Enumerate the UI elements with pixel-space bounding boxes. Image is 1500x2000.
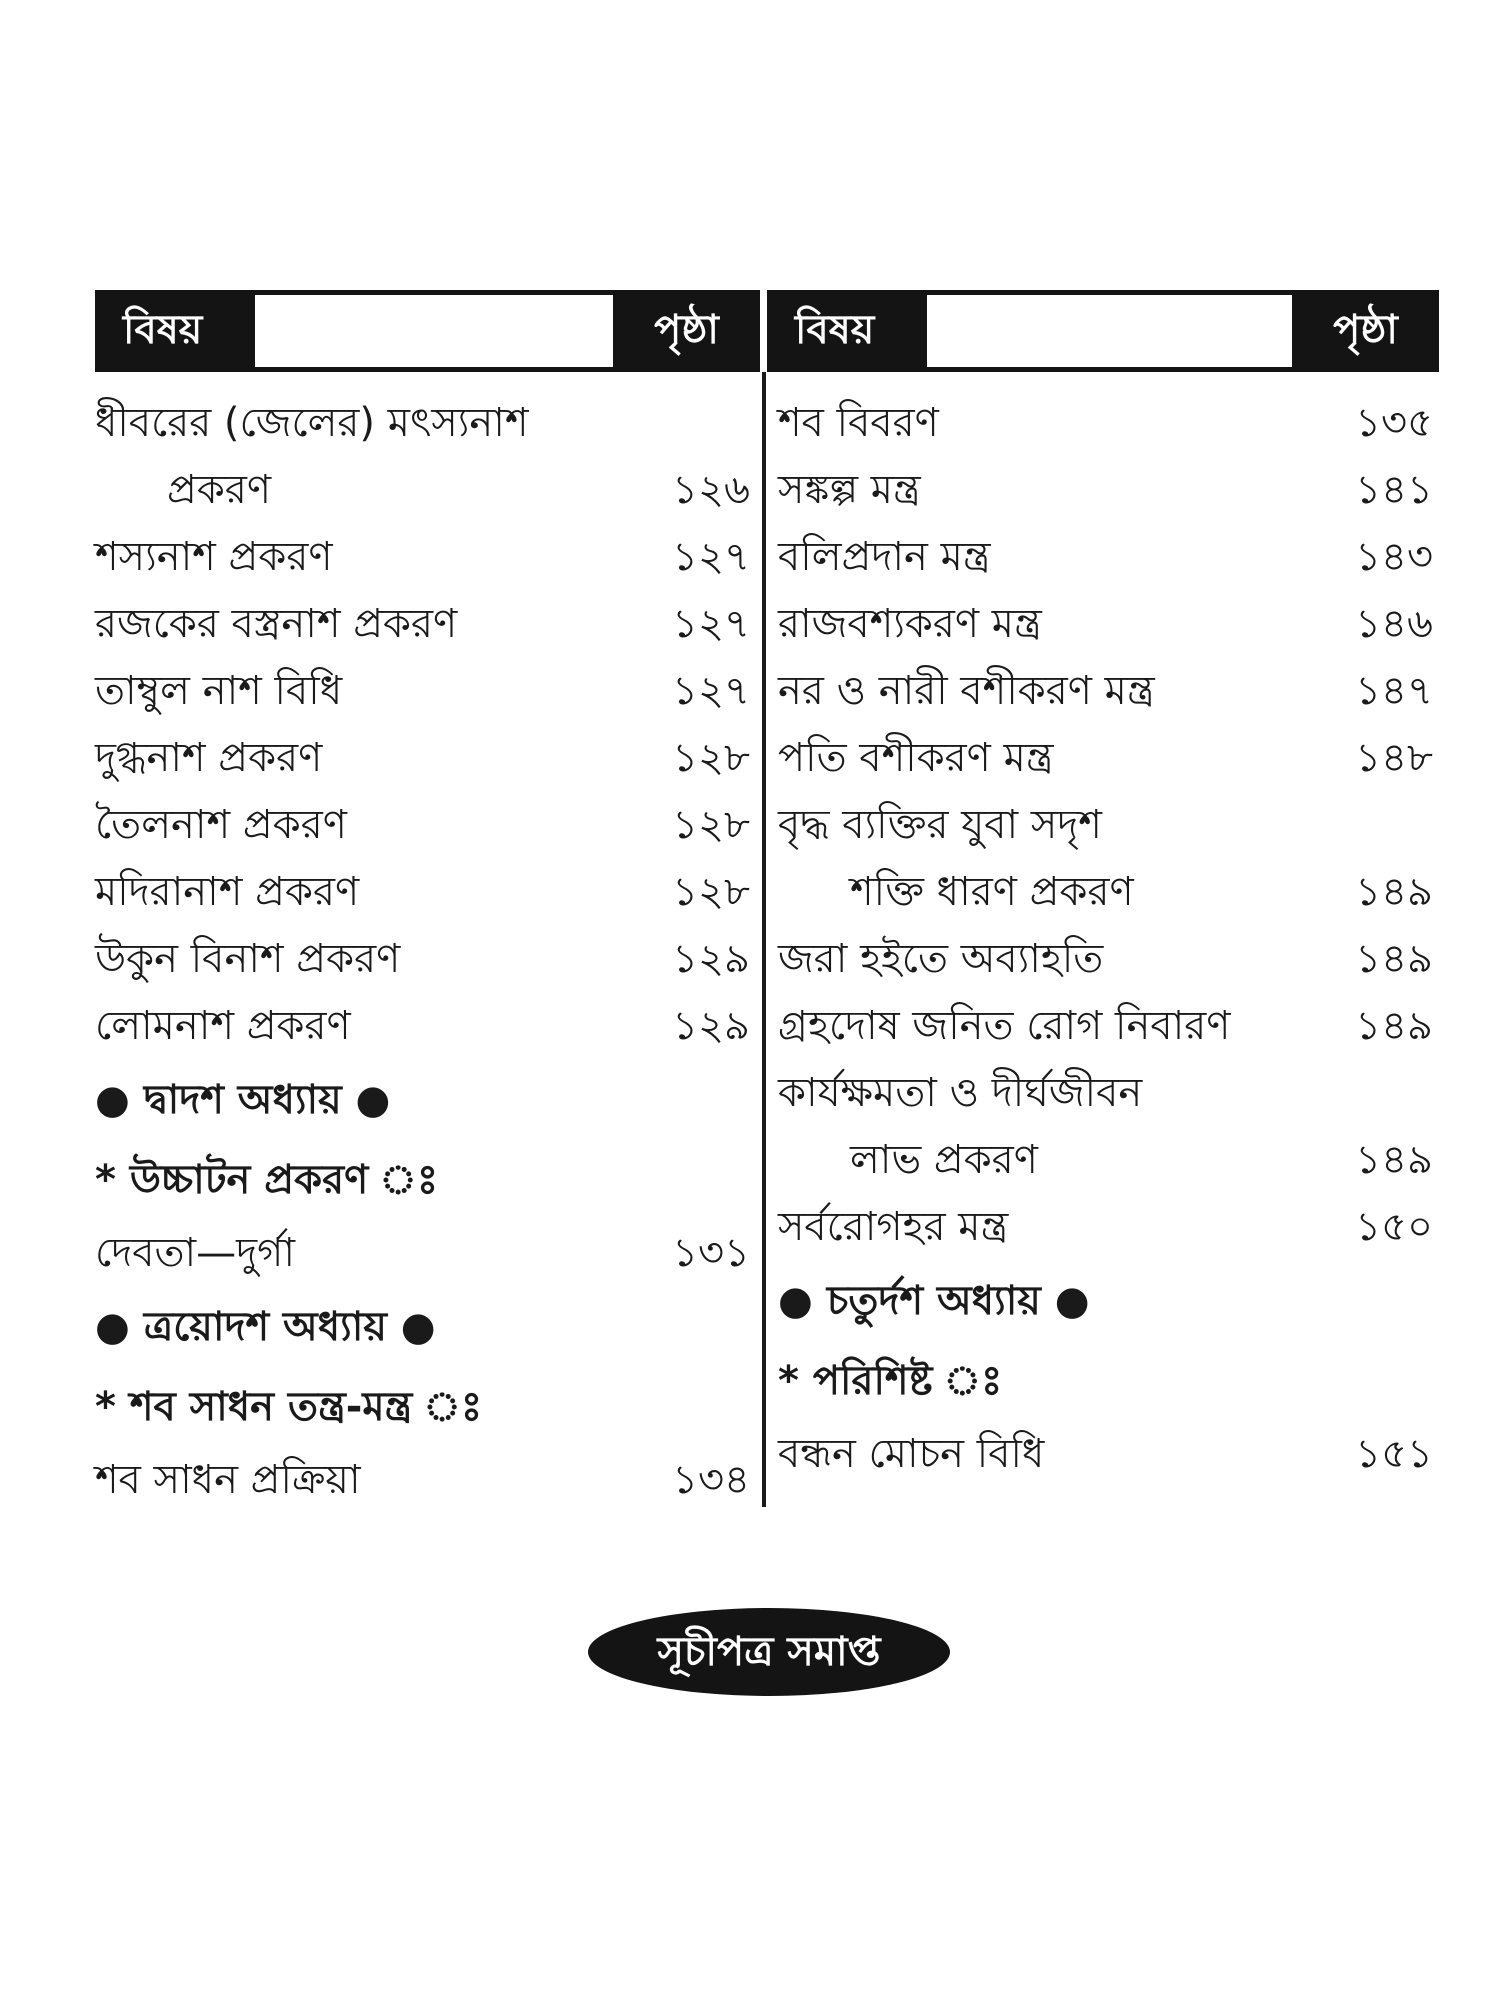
toc-entry: [95, 457, 750, 524]
column-divider-line: [762, 372, 766, 1507]
toc-entry: [778, 524, 1433, 591]
toc-entry-page: ১৫১: [1355, 1431, 1433, 1477]
toc-entry: [95, 524, 750, 591]
left-header-blank-box: [255, 295, 613, 367]
toc-entry: [95, 792, 750, 859]
toc-entry: [778, 1421, 1433, 1488]
chapter-heading: [95, 1287, 750, 1367]
toc-entry-title: রজকের বস্ত্রনাশ প্রকরণ: [95, 601, 458, 647]
toc-entry-page: ১২৮: [672, 869, 750, 915]
toc-entry-page: ১২৮: [672, 802, 750, 848]
toc-entry-page: ১৪৬: [1355, 601, 1433, 647]
toc-entry: [95, 1220, 750, 1287]
toc-entry: [778, 1127, 1433, 1194]
toc-entry-title: শব সাধন প্রক্রিয়া: [95, 1457, 361, 1503]
chapter-heading: [778, 1261, 1433, 1341]
left-subject-heading: বিষয়: [123, 306, 203, 353]
toc-entry-title: ধীবরের (জেলের) মৎস্যনাশ: [95, 400, 529, 446]
left-header-bar: [95, 290, 760, 372]
toc-entry-title: সর্বরোগহর মন্ত্র: [778, 1204, 1009, 1250]
section-heading-title: * পরিশিষ্ট ঃ: [778, 1358, 1003, 1404]
right-header-bar: [767, 290, 1439, 372]
toc-entry-title: বৃদ্ধ ব্যক্তির যুবা সদৃশ: [778, 802, 1102, 848]
toc-entry: [778, 859, 1433, 926]
toc-entry: [778, 792, 1433, 859]
toc-entry: [95, 591, 750, 658]
section-heading-title: * শব সাধন তন্ত্র-মন্ত্র ঃ: [95, 1384, 483, 1430]
left-toc-column: [95, 390, 750, 1514]
toc-entry: [95, 1447, 750, 1514]
toc-entry-page: ১৩৫: [1355, 400, 1433, 446]
toc-entry-title: দেবতা—দুর্গা: [95, 1230, 295, 1276]
toc-entry-title: শব বিবরণ: [778, 400, 939, 446]
toc-entry-page: ১৪৯: [1355, 936, 1433, 982]
toc-entry-title: উকুন বিনাশ প্রকরণ: [95, 936, 401, 982]
toc-entry: [778, 591, 1433, 658]
chapter-heading-title: ● দ্বাদশ অধ্যায় ●: [95, 1077, 391, 1123]
chapter-heading-title: ● চতুর্দশ অধ্যায় ●: [778, 1278, 1090, 1324]
chapter-heading: [95, 1060, 750, 1140]
section-heading: [95, 1140, 750, 1220]
toc-entry-page: ১৪৯: [1355, 1137, 1433, 1183]
toc-entry-page: ১২৬: [672, 467, 750, 513]
toc-entry: [778, 1194, 1433, 1261]
toc-entry-title: তাম্বুল নাশ বিধি: [95, 668, 343, 714]
toc-entry-page: ১২৭: [672, 668, 750, 714]
toc-entry-title: সঙ্কল্প মন্ত্র: [778, 467, 921, 513]
toc-entry-page: ১৪১: [1355, 467, 1433, 513]
toc-entry-title: তৈলনাশ প্রকরণ: [95, 802, 347, 848]
chapter-heading-title: ● ত্রয়োদশ অধ্যায় ●: [95, 1304, 436, 1350]
toc-entry-page: ১৪৯: [1355, 1003, 1433, 1049]
toc-entry-page: ১৪৯: [1355, 869, 1433, 915]
toc-entry-page: ১৫০: [1355, 1204, 1433, 1250]
toc-entry: [778, 658, 1433, 725]
toc-entry-page: ১৪৩: [1355, 534, 1433, 580]
toc-entry: [778, 457, 1433, 524]
toc-entry: [95, 926, 750, 993]
toc-entry-title: রাজবশ্যকরণ মন্ত্র: [778, 601, 1042, 647]
toc-entry-page: ১২৭: [672, 534, 750, 580]
section-heading: [95, 1367, 750, 1447]
toc-entry-title: পতি বশীকরণ মন্ত্র: [778, 735, 1054, 781]
toc-entry-title: কার্যক্ষমতা ও দীর্ঘজীবন: [778, 1070, 1143, 1116]
toc-entry: [95, 658, 750, 725]
toc-entry-page: ১৩৪: [672, 1457, 750, 1503]
toc-entry-title: জরা হইতে অব্যাহতি: [778, 936, 1104, 982]
toc-entry: [778, 390, 1433, 457]
toc-entry-page: ১২৯: [672, 936, 750, 982]
right-page-heading: পৃষ্ঠা: [1333, 306, 1398, 353]
toc-entry: [778, 926, 1433, 993]
toc-entry: [95, 859, 750, 926]
toc-entry-title: লাভ প্রকরণ: [850, 1137, 1038, 1183]
right-subject-heading: বিষয়: [795, 306, 875, 353]
toc-entry-title: লোমনাশ প্রকরণ: [95, 1003, 351, 1049]
contents-end-badge: সূচীপত্র সমাপ্ত: [588, 1608, 950, 1696]
toc-entry-title: শস্যনাশ প্রকরণ: [95, 534, 333, 580]
toc-entry: [778, 725, 1433, 792]
toc-entry: [778, 993, 1433, 1060]
toc-entry-title: দুগ্ধনাশ প্রকরণ: [95, 735, 323, 781]
right-header-blank-box: [927, 295, 1292, 367]
left-page-heading: পৃষ্ঠা: [654, 306, 719, 353]
toc-entry-title: মদিরানাশ প্রকরণ: [95, 869, 360, 915]
toc-entry-title: নর ও নারী বশীকরণ মন্ত্র: [778, 668, 1155, 714]
toc-entry-title: বলিপ্রদান মন্ত্র: [778, 534, 991, 580]
toc-entry-page: ১২৯: [672, 1003, 750, 1049]
toc-entry: [778, 1060, 1433, 1127]
toc-entry-title: প্রকরণ: [167, 467, 272, 513]
section-heading: [778, 1341, 1433, 1421]
toc-entry-title: বন্ধন মোচন বিধি: [778, 1431, 1045, 1477]
right-toc-column: [778, 390, 1433, 1488]
toc-entry-page: ১২৭: [672, 601, 750, 647]
toc-entry-page: ১৩১: [672, 1230, 750, 1276]
toc-entry: [95, 390, 750, 457]
toc-entry-page: ১৪৭: [1355, 668, 1433, 714]
section-heading-title: * উচ্চাটন প্রকরণ ঃ: [95, 1157, 439, 1203]
toc-entry-page: ১২৮: [672, 735, 750, 781]
toc-entry-title: গ্রহদোষ জনিত রোগ নিবারণ: [778, 1003, 1231, 1049]
toc-entry-page: ১৪৮: [1355, 735, 1433, 781]
toc-entry: [95, 993, 750, 1060]
toc-entry: [95, 725, 750, 792]
toc-entry-title: শক্তি ধারণ প্রকরণ: [850, 869, 1134, 915]
